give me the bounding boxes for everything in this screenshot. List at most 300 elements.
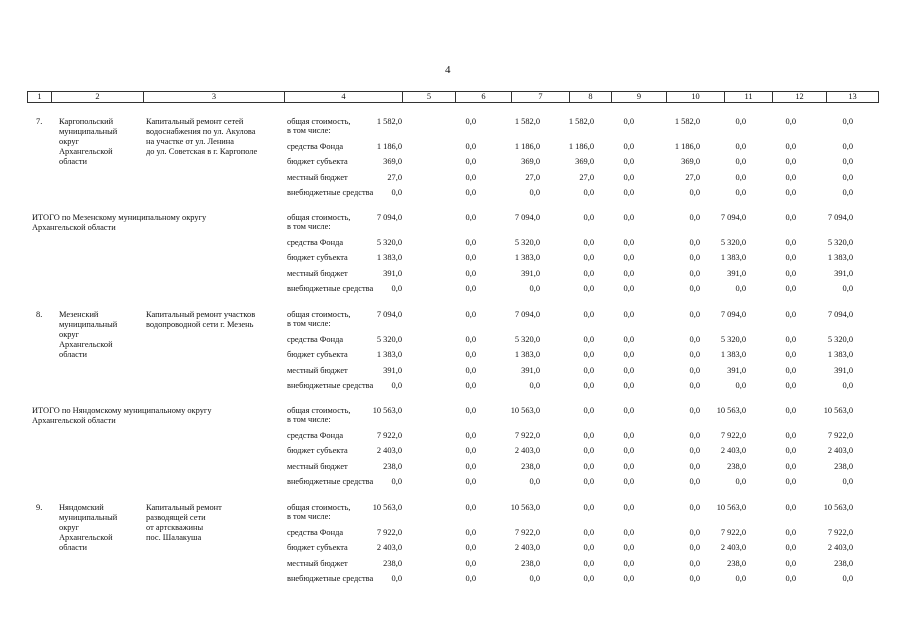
- municipality-name-line: Каргопольский: [59, 117, 114, 126]
- value-cell: 0,0: [583, 269, 594, 278]
- value-cell: 1 582,0: [568, 117, 594, 126]
- value-cell: 0,0: [529, 574, 540, 583]
- value-cell: 10 563,0: [716, 406, 746, 415]
- value-cell: 0,0: [623, 269, 634, 278]
- row-label-including: в том числе:: [287, 126, 331, 135]
- work-description-line: водопроводной сети г. Мезень: [146, 320, 254, 329]
- value-cell: 2 403,0: [720, 446, 746, 455]
- value-cell: 5 320,0: [827, 335, 853, 344]
- value-cell: 1 186,0: [514, 142, 540, 151]
- value-cell: 7 094,0: [376, 310, 402, 319]
- value-cell: 391,0: [834, 269, 853, 278]
- value-cell: 0,0: [785, 446, 796, 455]
- value-cell: 391,0: [834, 366, 853, 375]
- value-cell: 0,0: [623, 543, 634, 552]
- value-cell: 0,0: [689, 213, 700, 222]
- value-cell: 238,0: [727, 462, 746, 471]
- header-cell-3: 3: [144, 92, 285, 103]
- header-cell-2: 2: [52, 92, 144, 103]
- value-cell: 7 922,0: [720, 431, 746, 440]
- value-cell: 2 403,0: [376, 446, 402, 455]
- row-label-local-budget: местный бюджет: [287, 559, 348, 568]
- row-label-extrabudgetary: внебюджетные средства: [287, 284, 374, 293]
- value-cell: 0,0: [842, 574, 853, 583]
- value-cell: 2 403,0: [514, 446, 540, 455]
- value-cell: 10 563,0: [510, 503, 540, 512]
- value-cell: 0,0: [465, 335, 476, 344]
- value-cell: 7 094,0: [720, 310, 746, 319]
- value-cell: 0,0: [465, 142, 476, 151]
- row-label-extrabudgetary: внебюджетные средства: [287, 477, 374, 486]
- row-label-total-cost: общая стоимость,: [287, 213, 351, 222]
- value-cell: 0,0: [785, 574, 796, 583]
- value-cell: 238,0: [834, 559, 853, 568]
- value-cell: 7 094,0: [827, 213, 853, 222]
- municipality-name-line: округ: [59, 330, 79, 339]
- value-cell: 0,0: [465, 117, 476, 126]
- total-title-line: Архангельской области: [32, 223, 116, 232]
- value-cell: 0,0: [583, 477, 594, 486]
- value-cell: 10 563,0: [372, 406, 402, 415]
- work-description-line: Капитальный ремонт: [146, 503, 222, 512]
- value-cell: 0,0: [623, 559, 634, 568]
- value-cell: 0,0: [785, 335, 796, 344]
- value-cell: 238,0: [383, 559, 402, 568]
- total-title-line: ИТОГО по Няндомскому муниципальному округу: [32, 406, 212, 415]
- value-cell: 0,0: [842, 188, 853, 197]
- value-cell: 1 582,0: [674, 117, 700, 126]
- value-cell: 1 383,0: [514, 350, 540, 359]
- header-cell-8: 8: [570, 92, 612, 103]
- row-label-including: в том числе:: [287, 319, 331, 328]
- work-description-line: Капитальный ремонт сетей: [146, 117, 244, 126]
- value-cell: 0,0: [465, 366, 476, 375]
- value-cell: 0,0: [583, 253, 594, 262]
- value-cell: 27,0: [685, 173, 700, 182]
- value-cell: 0,0: [465, 173, 476, 182]
- value-cell: 0,0: [623, 503, 634, 512]
- value-cell: 0,0: [735, 173, 746, 182]
- value-cell: 0,0: [689, 462, 700, 471]
- value-cell: 0,0: [689, 477, 700, 486]
- row-label-regional-budget: бюджет субъекта: [287, 253, 348, 262]
- value-cell: 0,0: [465, 462, 476, 471]
- value-cell: 0,0: [785, 381, 796, 390]
- value-cell: 0,0: [465, 269, 476, 278]
- municipality-name-line: муниципальный: [59, 320, 118, 329]
- value-cell: 0,0: [465, 574, 476, 583]
- value-cell: 0,0: [842, 117, 853, 126]
- value-cell: 0,0: [465, 157, 476, 166]
- value-cell: 238,0: [727, 559, 746, 568]
- value-cell: 0,0: [529, 284, 540, 293]
- value-cell: 1 383,0: [376, 253, 402, 262]
- value-cell: 7 922,0: [376, 528, 402, 537]
- value-cell: 0,0: [785, 284, 796, 293]
- value-cell: 0,0: [689, 253, 700, 262]
- header-cell-4: 4: [285, 92, 403, 103]
- value-cell: 7 094,0: [827, 310, 853, 319]
- value-cell: 0,0: [689, 284, 700, 293]
- value-cell: 2 403,0: [720, 543, 746, 552]
- work-description-line: разводящей сети: [146, 513, 206, 522]
- municipality-name-line: муниципальный: [59, 513, 118, 522]
- row-label-including: в том числе:: [287, 415, 331, 424]
- header-cell-10: 10: [667, 92, 725, 103]
- value-cell: 0,0: [735, 574, 746, 583]
- value-cell: 7 922,0: [827, 431, 853, 440]
- header-cell-12: 12: [773, 92, 827, 103]
- header-cell-7: 7: [512, 92, 570, 103]
- row-label-fund: средства Фонда: [287, 528, 344, 537]
- value-cell: 0,0: [465, 559, 476, 568]
- value-cell: 0,0: [623, 350, 634, 359]
- value-cell: 2 403,0: [827, 543, 853, 552]
- value-cell: 0,0: [735, 284, 746, 293]
- value-cell: 7 922,0: [376, 431, 402, 440]
- value-cell: 0,0: [623, 142, 634, 151]
- item-number: 7.: [36, 117, 43, 126]
- municipality-name-line: Архангельской: [59, 147, 113, 156]
- value-cell: 0,0: [465, 446, 476, 455]
- value-cell: 0,0: [623, 310, 634, 319]
- value-cell: 369,0: [383, 157, 402, 166]
- value-cell: 0,0: [583, 406, 594, 415]
- municipality-name-line: области: [59, 157, 87, 166]
- value-cell: 0,0: [623, 188, 634, 197]
- value-cell: 0,0: [785, 503, 796, 512]
- value-cell: 391,0: [727, 366, 746, 375]
- value-cell: 5 320,0: [720, 335, 746, 344]
- value-cell: 10 563,0: [823, 503, 853, 512]
- value-cell: 0,0: [689, 503, 700, 512]
- value-cell: 1 383,0: [376, 350, 402, 359]
- value-cell: 7 094,0: [514, 310, 540, 319]
- work-description-line: на участке от ул. Ленина: [146, 137, 234, 146]
- value-cell: 0,0: [465, 310, 476, 319]
- value-cell: 0,0: [735, 117, 746, 126]
- value-cell: 5 320,0: [376, 238, 402, 247]
- value-cell: 0,0: [465, 543, 476, 552]
- value-cell: 0,0: [529, 477, 540, 486]
- row-label-total-cost: общая стоимость,: [287, 406, 351, 415]
- value-cell: 0,0: [785, 528, 796, 537]
- row-label-including: в том числе:: [287, 222, 331, 231]
- value-cell: 2 403,0: [827, 446, 853, 455]
- value-cell: 10 563,0: [823, 406, 853, 415]
- value-cell: 0,0: [785, 406, 796, 415]
- value-cell: 0,0: [689, 366, 700, 375]
- value-cell: 0,0: [623, 238, 634, 247]
- value-cell: 0,0: [465, 431, 476, 440]
- value-cell: 0,0: [465, 503, 476, 512]
- value-cell: 0,0: [623, 284, 634, 293]
- value-cell: 0,0: [465, 528, 476, 537]
- value-cell: 1 186,0: [568, 142, 594, 151]
- value-cell: 0,0: [689, 574, 700, 583]
- value-cell: 5 320,0: [514, 335, 540, 344]
- value-cell: 0,0: [735, 381, 746, 390]
- value-cell: 1 186,0: [674, 142, 700, 151]
- value-cell: 0,0: [689, 528, 700, 537]
- value-cell: 391,0: [521, 366, 540, 375]
- page-number: 4: [445, 64, 451, 76]
- value-cell: 0,0: [583, 350, 594, 359]
- value-cell: 7 094,0: [514, 213, 540, 222]
- value-cell: 0,0: [785, 462, 796, 471]
- value-cell: 0,0: [689, 188, 700, 197]
- value-cell: 369,0: [681, 157, 700, 166]
- value-cell: 0,0: [623, 335, 634, 344]
- value-cell: 7 094,0: [720, 213, 746, 222]
- municipality-name-line: округ: [59, 137, 79, 146]
- value-cell: 0,0: [465, 477, 476, 486]
- value-cell: 0,0: [623, 157, 634, 166]
- row-label-fund: средства Фонда: [287, 142, 344, 151]
- row-label-fund: средства Фонда: [287, 238, 344, 247]
- value-cell: 0,0: [689, 559, 700, 568]
- value-cell: 369,0: [575, 157, 594, 166]
- value-cell: 0,0: [785, 142, 796, 151]
- value-cell: 0,0: [391, 284, 402, 293]
- value-cell: 0,0: [465, 350, 476, 359]
- value-cell: 1 383,0: [720, 350, 746, 359]
- value-cell: 0,0: [623, 213, 634, 222]
- value-cell: 0,0: [465, 188, 476, 197]
- value-cell: 0,0: [735, 142, 746, 151]
- value-cell: 5 320,0: [720, 238, 746, 247]
- column-header-row: [27, 91, 879, 103]
- value-cell: 0,0: [842, 142, 853, 151]
- work-description-line: до ул. Советская в г. Каргополе: [146, 147, 258, 156]
- value-cell: 0,0: [735, 157, 746, 166]
- row-label-regional-budget: бюджет субъекта: [287, 446, 348, 455]
- value-cell: 0,0: [689, 431, 700, 440]
- value-cell: 0,0: [842, 157, 853, 166]
- value-cell: 0,0: [391, 381, 402, 390]
- municipality-name-line: Няндомский: [59, 503, 104, 512]
- value-cell: 369,0: [521, 157, 540, 166]
- value-cell: 0,0: [465, 253, 476, 262]
- value-cell: 0,0: [623, 446, 634, 455]
- value-cell: 0,0: [785, 173, 796, 182]
- value-cell: 10 563,0: [510, 406, 540, 415]
- value-cell: 0,0: [623, 528, 634, 537]
- value-cell: 0,0: [689, 335, 700, 344]
- work-description-line: водоснабжения по ул. Акулова: [146, 127, 256, 136]
- value-cell: 0,0: [623, 253, 634, 262]
- item-number: 8.: [36, 310, 43, 319]
- value-cell: 0,0: [785, 253, 796, 262]
- value-cell: 238,0: [834, 462, 853, 471]
- value-cell: 0,0: [465, 406, 476, 415]
- value-cell: 0,0: [623, 431, 634, 440]
- total-title-line: ИТОГО по Мезенскому муниципальному округу: [32, 213, 207, 222]
- row-label-extrabudgetary: внебюджетные средства: [287, 188, 374, 197]
- value-cell: 0,0: [623, 366, 634, 375]
- row-label-extrabudgetary: внебюджетные средства: [287, 574, 374, 583]
- value-cell: 0,0: [785, 269, 796, 278]
- value-cell: 0,0: [689, 269, 700, 278]
- value-cell: 391,0: [383, 366, 402, 375]
- value-cell: 1 383,0: [827, 253, 853, 262]
- value-cell: 0,0: [583, 284, 594, 293]
- value-cell: 238,0: [521, 559, 540, 568]
- value-cell: 5 320,0: [827, 238, 853, 247]
- value-cell: 7 922,0: [514, 528, 540, 537]
- value-cell: 0,0: [785, 238, 796, 247]
- row-label-extrabudgetary: внебюджетные средства: [287, 381, 374, 390]
- value-cell: 0,0: [842, 381, 853, 390]
- value-cell: 5 320,0: [514, 238, 540, 247]
- value-cell: 0,0: [465, 238, 476, 247]
- value-cell: 5 320,0: [376, 335, 402, 344]
- value-cell: 0,0: [785, 157, 796, 166]
- header-cell-13: 13: [827, 92, 879, 103]
- row-label-local-budget: местный бюджет: [287, 173, 348, 182]
- value-cell: 0,0: [583, 503, 594, 512]
- value-cell: 0,0: [785, 350, 796, 359]
- value-cell: 0,0: [623, 462, 634, 471]
- value-cell: 0,0: [583, 462, 594, 471]
- value-cell: 0,0: [465, 213, 476, 222]
- value-cell: 0,0: [785, 366, 796, 375]
- value-cell: 0,0: [689, 310, 700, 319]
- value-cell: 391,0: [727, 269, 746, 278]
- row-label-total-cost: общая стоимость,: [287, 310, 351, 319]
- value-cell: 0,0: [529, 188, 540, 197]
- value-cell: 2 403,0: [376, 543, 402, 552]
- municipality-name-line: округ: [59, 523, 79, 532]
- value-cell: 0,0: [623, 173, 634, 182]
- row-label-local-budget: местный бюджет: [287, 269, 348, 278]
- row-label-local-budget: местный бюджет: [287, 462, 348, 471]
- value-cell: 0,0: [785, 117, 796, 126]
- municipality-name-line: Мезенский: [59, 310, 99, 319]
- municipality-name-line: области: [59, 543, 87, 552]
- value-cell: 0,0: [842, 284, 853, 293]
- value-cell: 0,0: [785, 310, 796, 319]
- value-cell: 0,0: [583, 238, 594, 247]
- value-cell: 0,0: [391, 574, 402, 583]
- work-description-line: от артскважины: [146, 523, 204, 532]
- value-cell: 7 922,0: [514, 431, 540, 440]
- value-cell: 0,0: [689, 238, 700, 247]
- value-cell: 0,0: [785, 213, 796, 222]
- total-title-line: Архангельской области: [32, 416, 116, 425]
- value-cell: 0,0: [785, 477, 796, 486]
- municipality-name-line: муниципальный: [59, 127, 118, 136]
- work-description-line: Капитальный ремонт участков: [146, 310, 256, 319]
- value-cell: 0,0: [735, 188, 746, 197]
- value-cell: 1 582,0: [514, 117, 540, 126]
- row-label-total-cost: общая стоимость,: [287, 117, 351, 126]
- value-cell: 238,0: [383, 462, 402, 471]
- value-cell: 0,0: [623, 406, 634, 415]
- value-cell: 0,0: [583, 574, 594, 583]
- value-cell: 0,0: [785, 431, 796, 440]
- municipality-name-line: Архангельской: [59, 340, 113, 349]
- value-cell: 1 186,0: [376, 142, 402, 151]
- value-cell: 0,0: [623, 574, 634, 583]
- value-cell: 0,0: [735, 477, 746, 486]
- row-label-regional-budget: бюджет субъекта: [287, 543, 348, 552]
- value-cell: 0,0: [623, 477, 634, 486]
- value-cell: 10 563,0: [716, 503, 746, 512]
- work-description-line: пос. Шалакуша: [146, 533, 202, 542]
- value-cell: 0,0: [689, 381, 700, 390]
- value-cell: 0,0: [689, 406, 700, 415]
- value-cell: 0,0: [465, 381, 476, 390]
- value-cell: 1 383,0: [720, 253, 746, 262]
- value-cell: 0,0: [583, 188, 594, 197]
- value-cell: 0,0: [583, 446, 594, 455]
- value-cell: 391,0: [383, 269, 402, 278]
- value-cell: 2 403,0: [514, 543, 540, 552]
- value-cell: 7 094,0: [376, 213, 402, 222]
- row-label-regional-budget: бюджет субъекта: [287, 350, 348, 359]
- value-cell: 0,0: [623, 381, 634, 390]
- value-cell: 0,0: [583, 213, 594, 222]
- value-cell: 0,0: [689, 350, 700, 359]
- value-cell: 0,0: [785, 543, 796, 552]
- row-label-total-cost: общая стоимость,: [287, 503, 351, 512]
- value-cell: 0,0: [583, 335, 594, 344]
- value-cell: 0,0: [623, 117, 634, 126]
- value-cell: 0,0: [689, 543, 700, 552]
- value-cell: 27,0: [579, 173, 594, 182]
- row-label-local-budget: местный бюджет: [287, 366, 348, 375]
- header-cell-11: 11: [725, 92, 773, 103]
- header-cell-5: 5: [403, 92, 456, 103]
- value-cell: 0,0: [583, 310, 594, 319]
- row-label-regional-budget: бюджет субъекта: [287, 157, 348, 166]
- value-cell: 1 383,0: [827, 350, 853, 359]
- item-number: 9.: [36, 503, 43, 512]
- value-cell: 7 922,0: [827, 528, 853, 537]
- header-cell-6: 6: [456, 92, 512, 103]
- value-cell: 0,0: [785, 559, 796, 568]
- value-cell: 10 563,0: [372, 503, 402, 512]
- value-cell: 0,0: [391, 188, 402, 197]
- value-cell: 0,0: [785, 188, 796, 197]
- value-cell: 0,0: [529, 381, 540, 390]
- header-cell-9: 9: [612, 92, 667, 103]
- value-cell: 27,0: [387, 173, 402, 182]
- row-label-fund: средства Фонда: [287, 335, 344, 344]
- value-cell: 0,0: [583, 559, 594, 568]
- value-cell: 0,0: [583, 543, 594, 552]
- value-cell: 238,0: [521, 462, 540, 471]
- row-label-including: в том числе:: [287, 512, 331, 521]
- value-cell: 1 582,0: [376, 117, 402, 126]
- header-cell-1: 1: [28, 92, 52, 103]
- value-cell: 0,0: [583, 381, 594, 390]
- value-cell: 0,0: [842, 173, 853, 182]
- value-cell: 0,0: [583, 431, 594, 440]
- value-cell: 0,0: [583, 528, 594, 537]
- value-cell: 0,0: [689, 446, 700, 455]
- value-cell: 0,0: [391, 477, 402, 486]
- municipality-name-line: Архангельской: [59, 533, 113, 542]
- value-cell: 0,0: [465, 284, 476, 293]
- value-cell: 7 922,0: [720, 528, 746, 537]
- value-cell: 0,0: [583, 366, 594, 375]
- value-cell: 27,0: [525, 173, 540, 182]
- value-cell: 0,0: [842, 477, 853, 486]
- value-cell: 391,0: [521, 269, 540, 278]
- value-cell: 1 383,0: [514, 253, 540, 262]
